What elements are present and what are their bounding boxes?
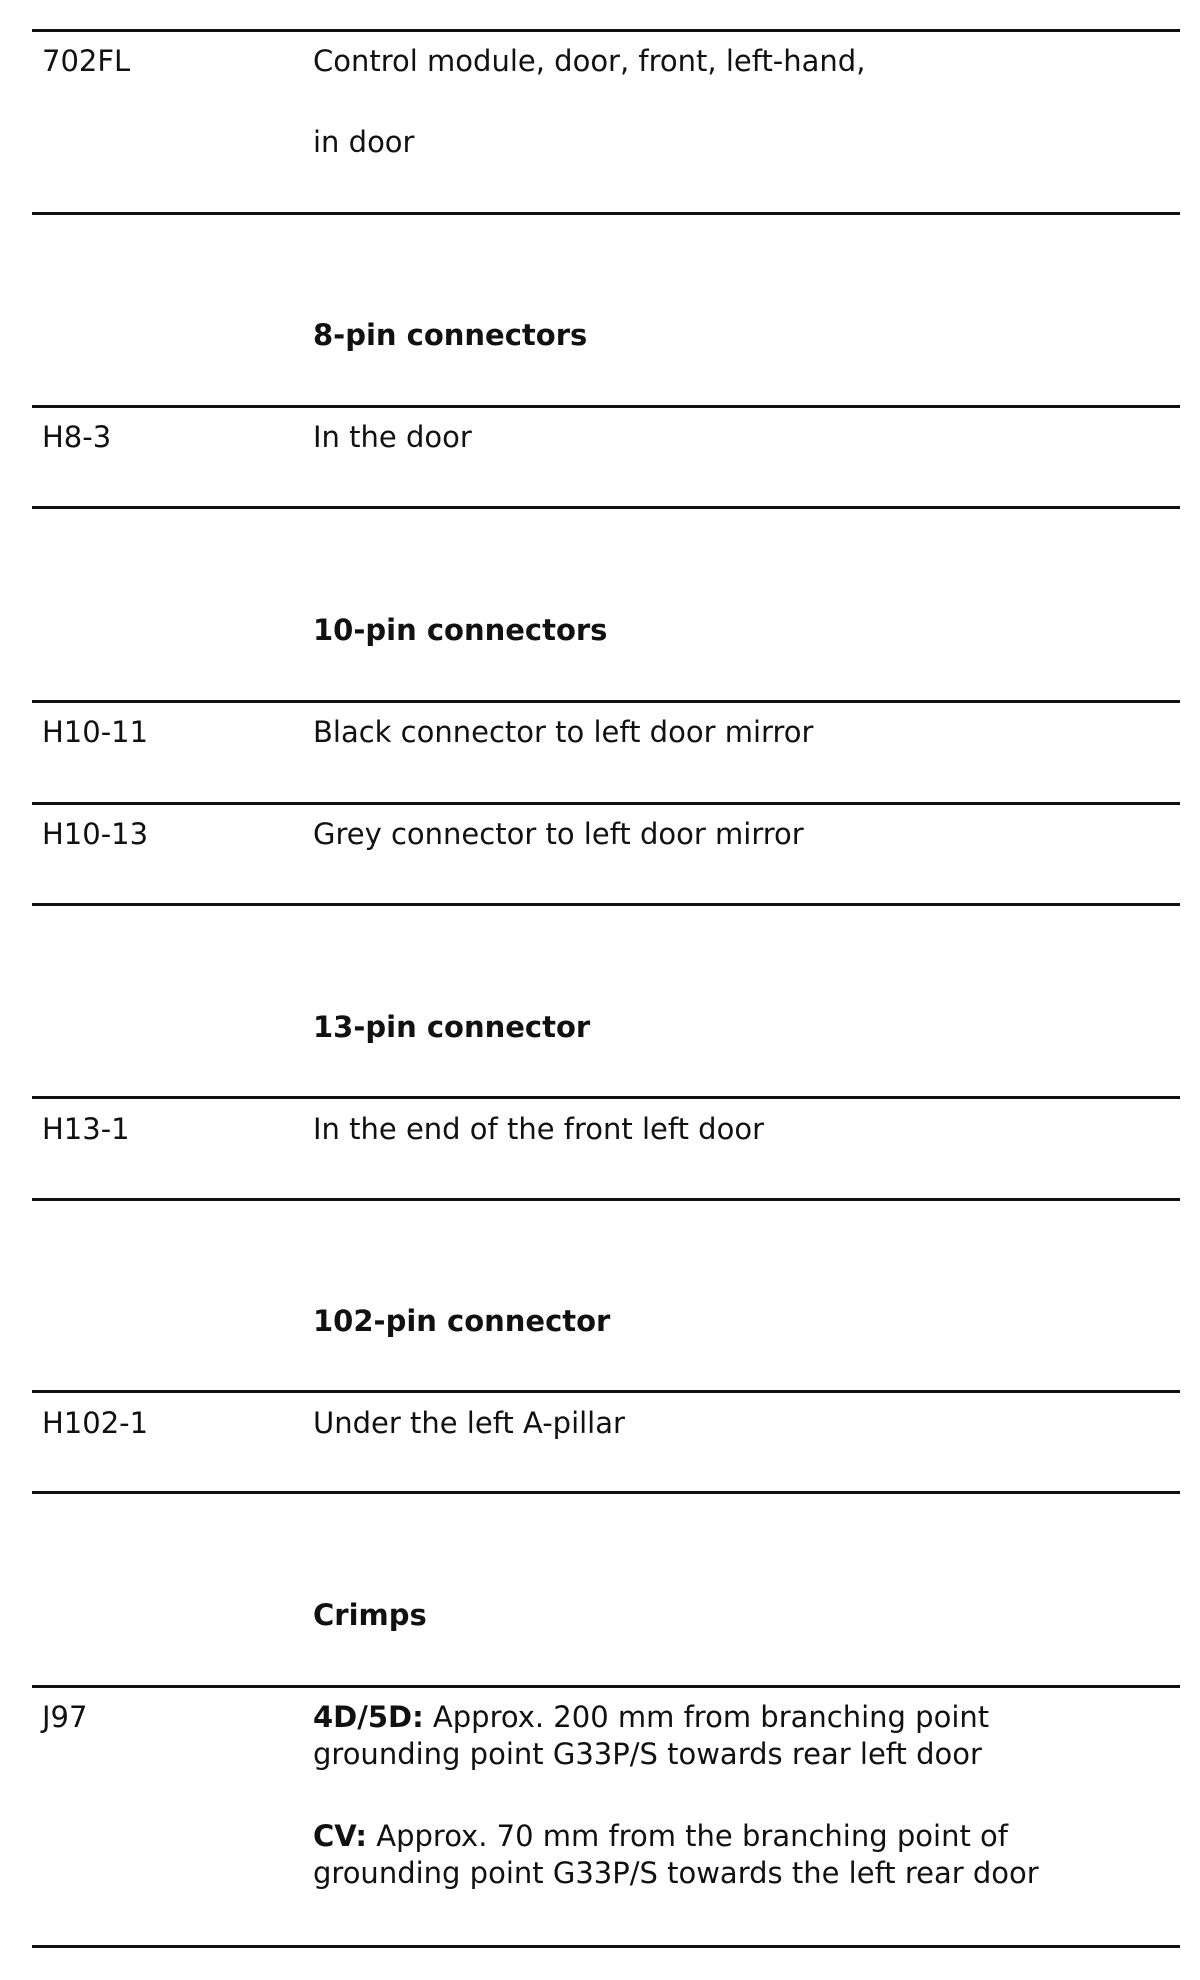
top-rule bbox=[32, 29, 1180, 32]
j97-para2-text: Approx. 70 mm from the branching point of bbox=[367, 1819, 1008, 1853]
h102-1-code: H102-1 bbox=[42, 1406, 149, 1440]
rule-before-h13-1 bbox=[32, 1096, 1180, 1099]
module-desc-line2: in door bbox=[313, 125, 415, 159]
rule-before-h8-3 bbox=[32, 405, 1180, 408]
rule-after-module bbox=[32, 212, 1180, 215]
j97-para1-line1 bbox=[313, 1699, 989, 1736]
h10-11-desc: Black connector to left door mirror bbox=[313, 715, 814, 749]
h10-11-code: H10-11 bbox=[42, 715, 149, 749]
h10-13-desc: Grey connector to left door mirror bbox=[313, 817, 804, 851]
h13-1-desc: In the end of the front left door bbox=[313, 1112, 765, 1146]
rule-before-h10-11 bbox=[32, 700, 1180, 703]
rule-after-h10-13 bbox=[32, 903, 1180, 906]
j97-para2-line1 bbox=[313, 1818, 1008, 1855]
section-heading-102-pin: 102-pin connector bbox=[313, 1304, 611, 1338]
j97-para2-label: CV: bbox=[313, 1819, 368, 1853]
section-heading-10-pin: 10-pin connectors bbox=[313, 613, 608, 647]
h10-13-code: H10-13 bbox=[42, 817, 149, 851]
j97-para1-text: Approx. 200 mm from branching point bbox=[423, 1700, 990, 1734]
j97-para2-line2: grounding point G33P/S towards the left rear door bbox=[313, 1856, 1039, 1890]
section-heading-crimps: Crimps bbox=[313, 1598, 427, 1632]
j97-para1-label: 4D/5D: bbox=[313, 1700, 424, 1734]
rule-after-h102-1 bbox=[32, 1491, 1180, 1494]
h8-3-desc: In the door bbox=[313, 420, 472, 454]
section-heading-13-pin: 13-pin connector bbox=[313, 1010, 591, 1044]
h8-3-code: H8-3 bbox=[42, 420, 112, 454]
rule-before-h10-13 bbox=[32, 802, 1180, 805]
rule-before-j97 bbox=[32, 1685, 1180, 1688]
module-desc-line1: Control module, door, front, left-hand, bbox=[313, 44, 866, 78]
rule-after-h8-3 bbox=[32, 506, 1180, 509]
rule-after-h13-1 bbox=[32, 1198, 1180, 1201]
rule-before-h102-1 bbox=[32, 1390, 1180, 1393]
bottom-rule bbox=[32, 1945, 1180, 1948]
j97-code: J97 bbox=[42, 1700, 88, 1734]
h13-1-code: H13-1 bbox=[42, 1112, 130, 1146]
module-code: 702FL bbox=[42, 44, 131, 78]
j97-para1-line2: grounding point G33P/S towards rear left door bbox=[313, 1737, 982, 1771]
h102-1-desc: Under the left A-pillar bbox=[313, 1406, 625, 1440]
section-heading-8-pin: 8-pin connectors bbox=[313, 318, 588, 352]
